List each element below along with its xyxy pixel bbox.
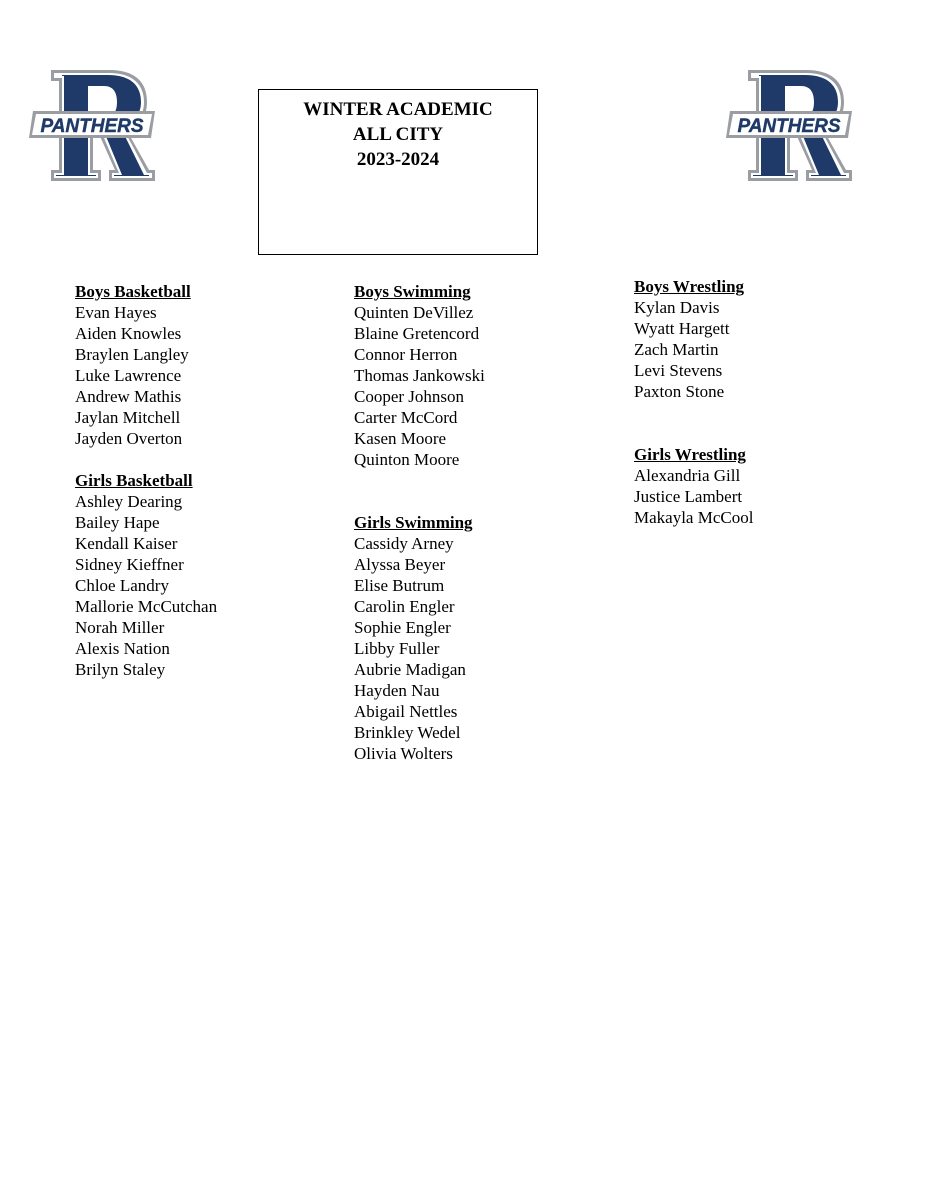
list-item: Hayden Nau bbox=[354, 681, 440, 700]
list-item: Levi Stevens bbox=[634, 361, 723, 380]
list-item: Brilyn Staley bbox=[75, 660, 166, 679]
list-item: Libby Fuller bbox=[354, 639, 440, 658]
section-heading: Boys Basketball bbox=[75, 282, 191, 301]
list-item: Makayla McCool bbox=[634, 508, 754, 527]
title-line-1: WINTER ACADEMIC bbox=[303, 99, 493, 120]
section-girls-basketball bbox=[75, 470, 335, 680]
list-item: Jayden Overton bbox=[75, 429, 183, 448]
list-item: Evan Hayes bbox=[75, 303, 157, 322]
list-item: Braylen Langley bbox=[75, 345, 189, 364]
list-item: Kylan Davis bbox=[634, 298, 720, 317]
list-item: Quinton Moore bbox=[354, 450, 460, 469]
list-item: Carter McCord bbox=[354, 408, 458, 427]
list-item: Jaylan Mitchell bbox=[75, 408, 181, 427]
section-boys-basketball bbox=[75, 281, 335, 449]
list-item: Zach Martin bbox=[634, 340, 719, 359]
list-item: Abigail Nettles bbox=[354, 702, 458, 721]
list-item: Alexis Nation bbox=[75, 639, 170, 658]
section-heading: Girls Basketball bbox=[75, 471, 193, 490]
list-item: Aubrie Madigan bbox=[354, 660, 466, 679]
list-item: Cassidy Arney bbox=[354, 534, 454, 553]
list-item: Quinten DeVillez bbox=[354, 303, 474, 322]
list-item: Alexandria Gill bbox=[634, 466, 741, 485]
panthers-r-logo-icon bbox=[724, 68, 854, 183]
list-item: Kendall Kaiser bbox=[75, 534, 178, 553]
list-item: Andrew Mathis bbox=[75, 387, 182, 406]
list-item: Thomas Jankowski bbox=[354, 366, 485, 385]
list-item: Wyatt Hargett bbox=[634, 319, 730, 338]
list-item: Mallorie McCutchan bbox=[75, 597, 218, 616]
title-box bbox=[258, 89, 538, 255]
section-heading: Girls Wrestling bbox=[634, 445, 746, 464]
list-item: Connor Herron bbox=[354, 345, 458, 364]
section-heading: Boys Wrestling bbox=[634, 277, 745, 296]
list-item: Norah Miller bbox=[75, 618, 165, 637]
section-boys-wrestling bbox=[634, 276, 894, 402]
column-swimming bbox=[354, 281, 614, 764]
panthers-r-logo-icon bbox=[27, 68, 157, 183]
list-item: Carolin Engler bbox=[354, 597, 455, 616]
list-item: Luke Lawrence bbox=[75, 366, 182, 385]
title-line-2: ALL CITY bbox=[352, 124, 444, 145]
panthers-logo-left bbox=[27, 68, 157, 183]
section-girls-wrestling bbox=[634, 444, 894, 528]
list-item: Sidney Kieffner bbox=[75, 555, 184, 574]
list-item: Brinkley Wedel bbox=[354, 723, 461, 742]
list-item: Cooper Johnson bbox=[354, 387, 465, 406]
svg-text:PANTHERS: PANTHERS bbox=[40, 116, 144, 137]
title-line-3: 2023-2024 bbox=[356, 149, 440, 170]
list-item: Paxton Stone bbox=[634, 382, 725, 401]
list-item: Bailey Hape bbox=[75, 513, 160, 532]
section-boys-swimming bbox=[354, 281, 614, 470]
list-item: Elise Butrum bbox=[354, 576, 445, 595]
column-wrestling bbox=[634, 276, 894, 528]
section-heading: Boys Swimming bbox=[354, 282, 471, 301]
svg-text:PANTHERS: PANTHERS bbox=[737, 116, 841, 137]
column-basketball bbox=[75, 281, 335, 680]
list-item: Justice Lambert bbox=[634, 487, 743, 506]
section-heading: Girls Swimming bbox=[354, 513, 473, 532]
list-item: Alyssa Beyer bbox=[354, 555, 446, 574]
section-girls-swimming bbox=[354, 512, 614, 764]
list-item: Blaine Gretencord bbox=[354, 324, 480, 343]
list-item: Kasen Moore bbox=[354, 429, 447, 448]
list-item: Sophie Engler bbox=[354, 618, 451, 637]
list-item: Ashley Dearing bbox=[75, 492, 183, 511]
list-item: Olivia Wolters bbox=[354, 744, 453, 763]
list-item: Chloe Landry bbox=[75, 576, 169, 595]
panthers-logo-right bbox=[724, 68, 854, 183]
list-item: Aiden Knowles bbox=[75, 324, 182, 343]
